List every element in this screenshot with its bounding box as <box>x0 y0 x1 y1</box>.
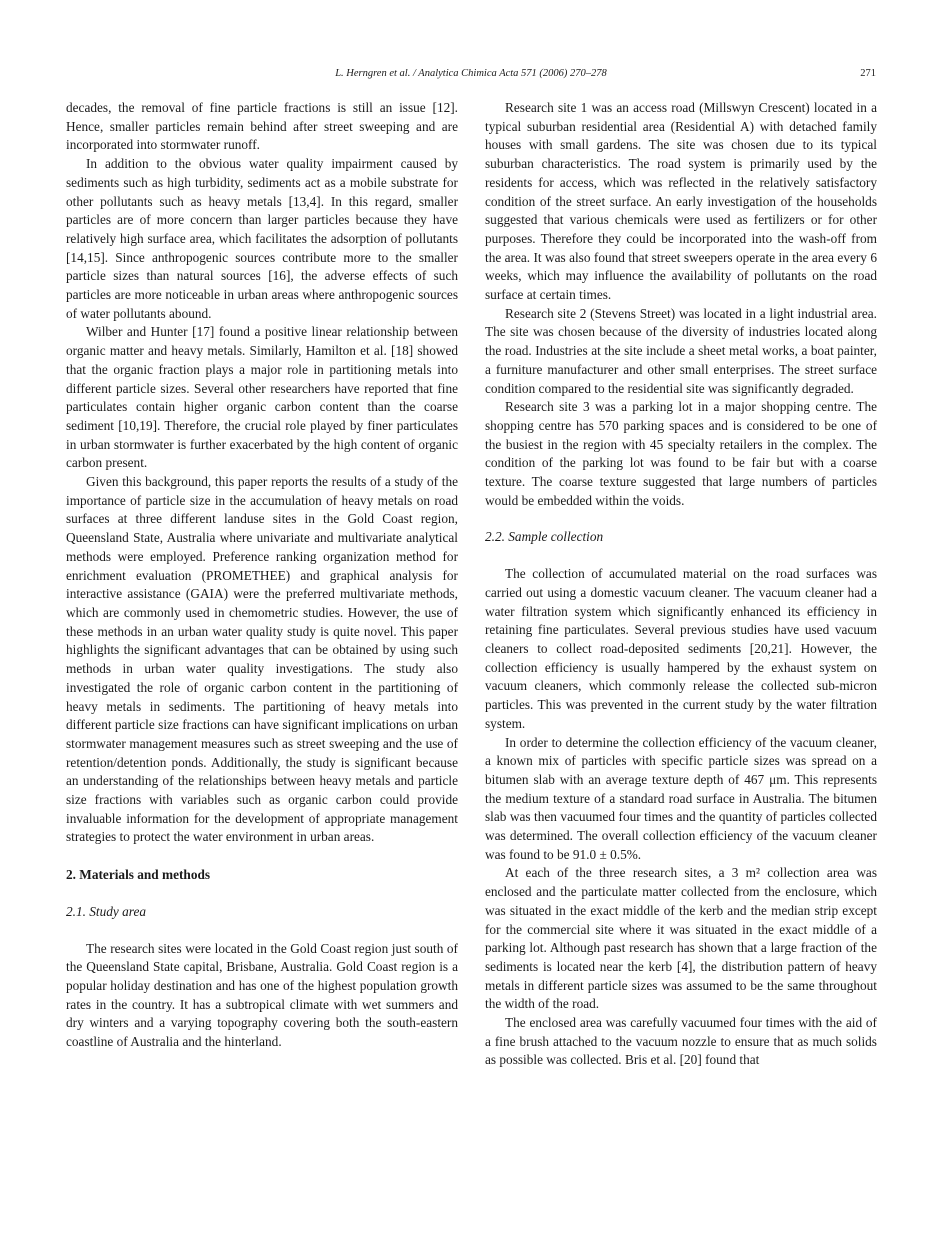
paragraph: The research sites were located in the Gold Coast region just south of the Queensland State capital, Brisbane, Australia. Gold Coast region is a popular holiday destination and has one of the highest population growth rates in the country. It has a subtropical climate with wet summers and dry winters and a varying topography covering both the south-eastern coastline of Australia and the hinterland. <box>66 940 458 1050</box>
paragraph: The enclosed area was carefully vacuumed four times with the aid of a fine brush attached to the vacuum nozzle to ensure that as much solids as possible was collected. Bris et al. [20] found that <box>485 1015 877 1068</box>
left-column <box>66 99 458 1052</box>
paragraph: Wilber and Hunter [17] found a positive linear relationship between organic matter and heavy metals. Similarly, Hamilton et al. [18] showed that the organic fraction plays a major role in partitioning metals into different particle sizes. Several other researchers have reported that fine particulates contain higher organic carbon content than the coarse sediment [10,19]. Therefore, the crucial role played by finer particulates in urban stormwater is further exacerbated by the high content of organic carbon present. <box>66 324 458 471</box>
running-title: L. Herngren et al. / Analytica Chimica Acta 571 (2006) 270–278 <box>335 68 607 79</box>
subsection-heading: 2.2. Sample collection <box>485 529 604 545</box>
section-heading: 2. Materials and methods <box>66 867 211 883</box>
page-number: 271 <box>860 68 876 79</box>
paragraph: decades, the removal of fine particle fractions is still an issue [12]. Hence, smaller particles remain behind after street sweeping and are incorporated into stormwater runoff. <box>66 100 458 153</box>
paragraph: Research site 2 (Stevens Street) was located in a light industrial area. The site was chosen because of the diversity of industries located along the road. Industries at the site include a sheet metal works, a boat painter, a furniture manufacturer and other small enterprises. The street surface condition compared to the residential site was significantly degraded. <box>485 305 877 396</box>
paragraph: Given this background, this paper reports the results of a study of the importance of particle size in the accumulation of heavy metals on road surfaces at three different landuse sites in the Gold Coast region, Queensland State, Australia where univariate and multivariate analytical methods were employed. Preference ranking organization method for enrichment evaluation (PROMETHEE) and graphical analysis for interactive assistance (GAIA) were the preferred multivariate methods, which are commonly used in chemometric studies. However, the use of these methods in an urban water quality study is quite novel. This paper highlights the significant advantages that can be obtained by using such methods in urban water quality investigations. The study also investigated the role of organic carbon content in the partitioning of heavy metals in sediments. The partitioning of heavy metals into different particle size fractions can have significant implications on urban stormwater management measures such as street sweeping and the use of retention/detention ponds. Additionally, the study is significant because an understanding of the relationships between heavy metals and particle size fractions with variables such as organic carbon could provide invaluable information for the development of appropriate management strategies to protect the water environment in urban areas. <box>66 474 458 845</box>
paragraph: Research site 1 was an access road (Millswyn Crescent) located in a typical suburban residential area (Residential A) with detached family houses with small gardens. The site was chosen due to its typical suburban characteristics. The road system is primarily used by the residents for access, which was reflected in the relatively satisfactory condition of the street surface. An early investigation of the households suggested that various chemicals were used as fertilizers or for other purposes. Therefore they could be incorporated into the wash-off from the area. It was also found that street sweepers operate in the area every 6 weeks, which may influence the availability of pollutants on the road surface at certain times. <box>485 100 877 303</box>
paragraph: In addition to the obvious water quality impairment caused by sediments such as high turbidity, sediments act as a mobile substrate for other pollutants such as heavy metals [13,4]. In this regard, smaller particles are of more concern than larger particles because they have relatively high surface area, which facilitates the adsorption of pollutants [14,15]. Since anthropogenic sources contribute more to the smaller particle sizes than natural sources [16], the adverse effects of such particles are more noticeable in urban areas where anthropogenic sources of water pollutants abound. <box>66 156 458 321</box>
paragraph: The collection of accumulated material on the road surfaces was carried out using a domestic vacuum cleaner. The vacuum cleaner had a water filtration system which significantly enhanced its efficiency in retaining fine particulates. Several previous studies have used vacuum cleaners to collect road-deposited sediments [20,21]. However, the collection efficiency is usually hampered by the exhaust system on vacuum cleaners, which commonly release the collected sub-micron particles. This was prevented in the current study by the water filtration system. <box>485 566 877 731</box>
subsection-heading: 2.1. Study area <box>66 903 147 919</box>
right-column <box>485 99 877 1070</box>
running-head <box>66 68 876 86</box>
paragraph: Research site 3 was a parking lot in a major shopping centre. The shopping centre has 570 parking spaces and is considered to be one of the busiest in the region with 45 specialty retailers in the complex. The condition of the parking lot was found to be fair but with a coarse texture. The coarse texture suggested that large numbers of particles would be embedded within the voids. <box>485 399 877 508</box>
paragraph: In order to determine the collection efficiency of the vacuum cleaner, a known mix of particles with specific particle sizes was spread on a bitumen slab with an average texture depth of 467 μm. This represents the medium texture of a standard road surface in Australia. The bitumen slab was then vacuumed four times and the quantity of particles collected was determined. The overall collection efficiency of the vacuum cleaner was found to be 91.0 ± 0.5%. <box>485 734 877 862</box>
paragraph: At each of the three research sites, a 3 m² collection area was enclosed and the particulate matter collected from the enclosure, which was situated in the exact middle of the kerb and the median strip except for the commercial site where it was situated in the exact middle of a parking lot. Although past research has shown that a large fraction of the sediments is located near the kerb [4], the distribution pattern of heavy metals in different particle sizes was assumed to be the same throughout the width of the road. <box>485 865 877 1012</box>
